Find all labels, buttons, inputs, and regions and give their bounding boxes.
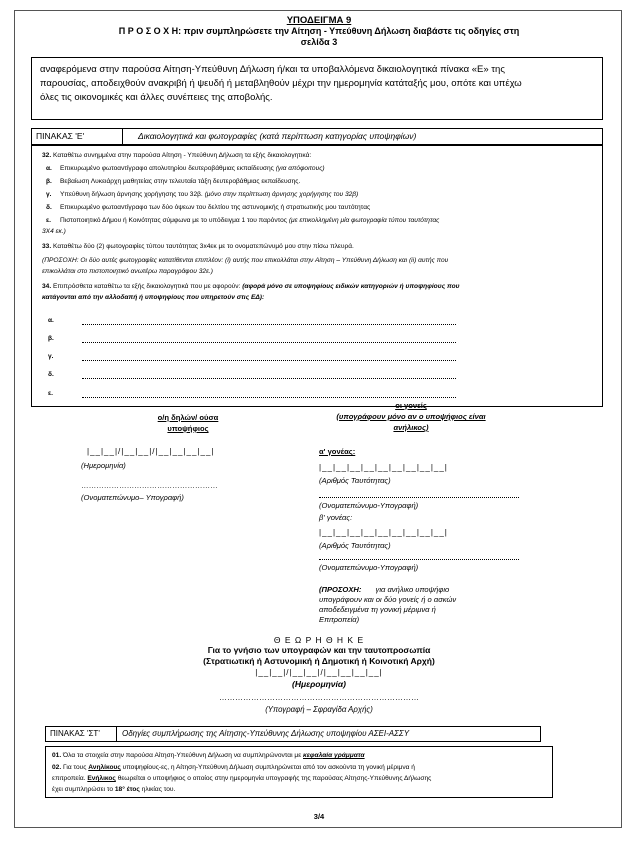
section-32-intro: 32. Καταθέτω συνημμένα στην παρούσα Αίτηση - Υπεύθυνη Δήλωση τα εξής δικαιολογητικά: xyxy=(42,152,312,159)
declaration-box xyxy=(31,57,603,120)
instructions-box xyxy=(45,746,553,798)
entry-letter-d: δ. xyxy=(48,371,54,378)
page-number: 3/4 xyxy=(313,812,325,821)
warning-line-1: Π Ρ Ο Σ Ο Χ Η: πριν συμπληρώσετε την Αίτηση - Υπεύθυνη Δήλωση διαβάστε τις οδηγίες στη xyxy=(118,26,520,36)
candidate-subtitle: υποψήφιος xyxy=(167,424,209,433)
instruction-02-cont-2: έχει συμπληρώσει το 18° έτος ηλικίας του. xyxy=(52,786,176,793)
section-33: 33. Καταθέτω δύο (2) φωτογραφίες τύπου ταυτότητας 3x4εκ με το ονοματεπώνυμό μου στην πίσω πλευρά. xyxy=(42,243,354,250)
entry-letter-b: β. xyxy=(48,335,54,342)
declaration-line-2: παρουσίας, αποδειχθούν ανακριβή ή ψευδή ή μεταβληθούν μέχρι την ημερομηνία κατάταξής μου, οπότε και υπέχω xyxy=(40,78,522,89)
section-32-item-a: α. Επικυρωμένο φωτοαντίγραφο απολυτηρίου δευτεροβάθμιας εκπαίδευσης (για απόφοιτους) xyxy=(46,165,325,172)
verification-date-label: (Ημερομηνία) xyxy=(291,679,346,689)
table-st-header xyxy=(45,726,541,742)
parent-a-id-label: (Αριθμός Ταυτότητας) xyxy=(319,476,391,485)
parent-b-sig-label: (Ονοματεπώνυμο-Υπογραφή) xyxy=(319,563,419,572)
entry-letter-a: α. xyxy=(48,317,54,324)
section-32-item-b: β. Βεβαίωση Λυκειάρχη μαθητείας στην τελευταία τάξη δευτεροβάθμιας εκπαίδευσης. xyxy=(46,178,301,185)
table-e-header xyxy=(31,128,603,145)
entry-line-b[interactable] xyxy=(82,334,456,343)
parents-subtitle-2: ανήλικος) xyxy=(393,423,429,432)
instruction-02: 02. Για τους Ανηλίκους υποψηφίους-ες, η Αίτηση-Υπεύθυνη Δήλωση συμπληρώνεται από τον ασκούντα τη γονική μέριμνα ή xyxy=(52,764,415,771)
warning-line-2: σελίδα 3 xyxy=(300,37,338,47)
entry-line-a[interactable] xyxy=(82,316,456,325)
parent-b-id-slots[interactable]: |__|__|__|__|__|__|__|__|__| xyxy=(319,528,448,537)
parents-attention-note: (ΠΡΟΣΟΧΗ: για ανήλικο υποψήφιο υπογράφουν και οι δύο γονείς ή ο ασκών αποδεδειγμένα τη γονική μέριμνα ή Επιτροπεία) xyxy=(319,585,457,624)
warning-header xyxy=(45,26,593,48)
verification-title: Θ Ε Ω Ρ Η Θ Η Κ Ε xyxy=(273,635,365,645)
section-32-item-c: γ. Υπεύθυνη δήλωση άρνησης χορήγησης του 32β. (μόνο στην περίπτωση άρνησης χορήγησης του 32β) xyxy=(46,191,359,198)
entry-letter-e: ε. xyxy=(48,390,53,397)
candidate-name-line[interactable]: ……………………………………………… xyxy=(81,481,218,490)
table-st-label: ΠΙΝΑΚΑΣ 'ΣΤ' xyxy=(46,727,117,741)
documents-box xyxy=(31,145,603,407)
verification-line-1: Για το γνήσιο των υπογραφών και την ταυτοπροσωπία xyxy=(207,645,431,655)
parent-b-label: β' γονέας: xyxy=(319,513,353,522)
parent-a-sig-line[interactable] xyxy=(319,497,519,498)
entry-line-d[interactable] xyxy=(82,370,456,379)
candidate-date-slots[interactable]: |__|__|/|__|__|/|__|__|__|__| xyxy=(87,447,215,456)
section-32-item-e-cont: 3Χ4 εκ.) xyxy=(42,228,66,235)
candidate-name-label: (Ονοματεπώνυμο– Υπογραφή) xyxy=(81,493,184,502)
verification-sig-line[interactable]: ………………………………………………………………… xyxy=(219,693,419,702)
section-33-note-1: (ΠΡΟΣΟΧΗ: Οι δύο αυτές φωτογραφίες κατατίθενται επιπλέον: (i) αυτής που επικολλάται στην Αίτηση – Υπεύθυνη Δήλωση και (ii) αυτής που xyxy=(42,257,449,264)
table-e-label: ΠΙΝΑΚΑΣ 'Ε' xyxy=(32,129,123,144)
section-32-item-d: δ. Επικυρωμένο φωτοαντίγραφο των δύο όψεων του δελτίου της αστυνομικής ή στρατιωτικής μου ταυτότητας xyxy=(46,204,371,211)
document-page xyxy=(14,10,622,828)
declaration-line-1: αναφερόμενα στην παρούσα Αίτηση-Υπεύθυνη Δήλωση ή/και τα υποβαλλόμενα δικαιολογητικά πίνακα «Ε» της xyxy=(40,64,505,75)
parents-title: οι γονείς xyxy=(395,401,427,410)
table-st-title: Οδηγίες συμπλήρωσης της Αίτησης-Υπεύθυνης Δήλωσης υποψηφίου ΑΣΕΙ-ΑΣΣΥ xyxy=(122,729,410,738)
table-e-title: Δικαιολογητικά και φωτογραφίες (κατά περίπτωση κατηγορίας υποψηφίων) xyxy=(138,131,417,141)
entry-letter-c: γ. xyxy=(48,353,54,360)
entry-line-e[interactable] xyxy=(82,389,456,398)
section-33-note-2: επικολλάται στο πιστοποιητικό ανωτέρω παραγράφου 32ε.) xyxy=(42,268,213,275)
entry-line-c[interactable] xyxy=(82,352,456,361)
parent-a-label: α' γονέας: xyxy=(319,447,356,456)
parent-a-id-slots[interactable]: |__|__|__|__|__|__|__|__|__| xyxy=(319,463,448,472)
section-34: 34. Επιπρόσθετα καταθέτω τα εξής δικαιολογητικά που με αφορούν: (αφορά μόνο σε υποψηφίους ειδικών κατηγοριών ή υποψηφίους που xyxy=(42,283,460,290)
candidate-title: ο/η δηλών/ ούσα xyxy=(157,413,219,422)
parent-b-sig-line[interactable] xyxy=(319,559,519,560)
verification-date-slots[interactable]: |__|__|/|__|__|/|__|__|__|__| xyxy=(255,668,383,677)
declaration-line-3: όλες τις οικονομικές και άλλες συνέπειες της αποβολής. xyxy=(40,92,273,103)
verification-line-2: (Στρατιωτική ή Αστυνομική ή Δημοτική ή Κοινοτική Αρχή) xyxy=(203,656,435,666)
candidate-date-label: (Ημερομηνία) xyxy=(81,461,126,470)
section-32-item-e: ε. Πιστοποιητικό Δήμου ή Κοινότητας σύμφωνα με το υπόδειγμα 1 του παρόντος (με επικολλημένη μία φωτογραφία τύπου ταυτότητας xyxy=(46,217,440,224)
section-34-note-2: κατάγονται από την αλλοδαπή ή υποψηφίους που υπηρετούν στις ΕΔ): xyxy=(42,294,265,301)
form-title: ΥΠΟΔΕΙΓΜΑ 9 xyxy=(286,15,352,26)
parent-b-id-label: (Αριθμός Ταυτότητας) xyxy=(319,541,391,550)
parents-subtitle: (υπογράφουν μόνο αν ο υποψήφιος είναι xyxy=(336,412,486,421)
verification-sig-label: (Υπογραφή – Σφραγίδα Αρχής) xyxy=(265,705,373,714)
parent-a-sig-label: (Ονοματεπώνυμο-Υπογραφή) xyxy=(319,501,419,510)
instruction-01: 01. Όλα τα στοιχεία στην παρούσα Αίτηση-Υπεύθυνη Δήλωση να συμπληρώνονται με κεφαλαία γράμματα xyxy=(52,752,365,759)
instruction-02-cont: επιτροπεία. Ενήλικος θεωρείται ο υποψήφιος ο οποίος στην ημερομηνία υπογραφής της παρούσας Αίτησης-Υπεύθυνης Δήλωσης xyxy=(52,775,432,782)
